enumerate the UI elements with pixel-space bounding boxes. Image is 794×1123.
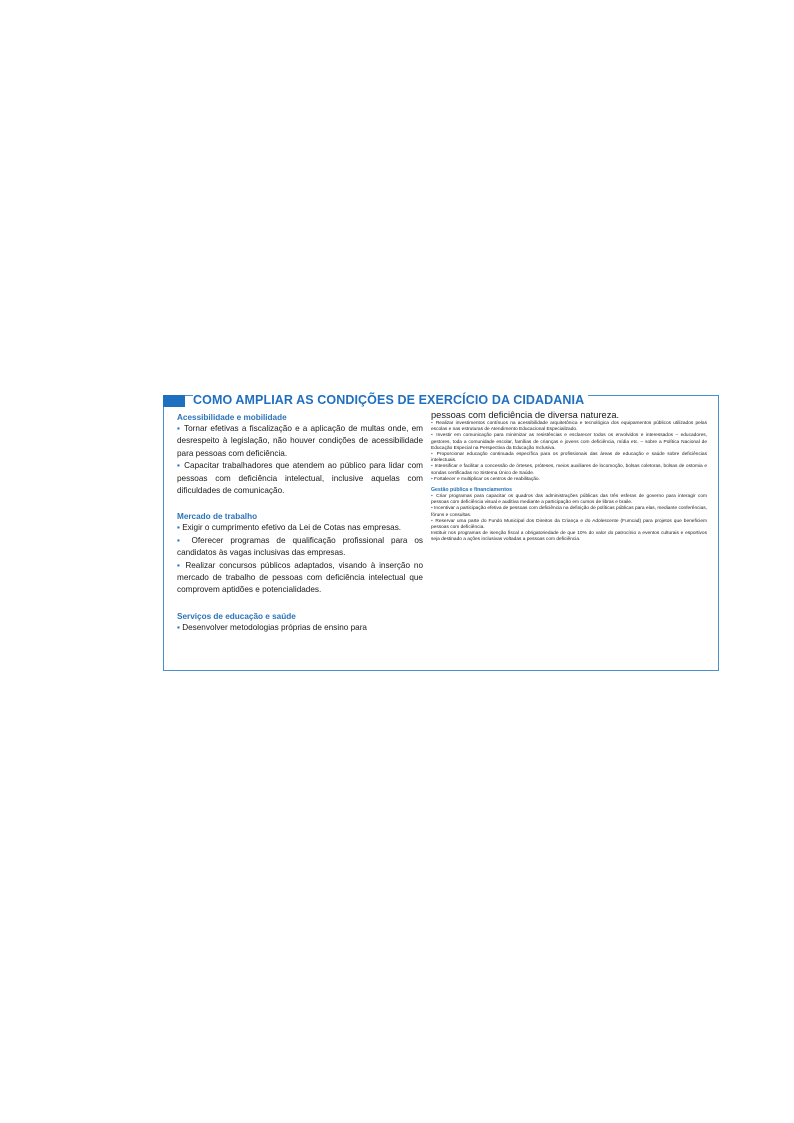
bullet-icon: ▪ [177, 424, 185, 433]
bullet-icon: ▪ [431, 506, 435, 512]
bullet-icon: ▪ [431, 494, 437, 500]
list-item: ▪ Criar programas para capacitar os quadros das administrações públicas das três esferas de governo para interagir com pessoas com deficiência visual e auditiva mediante a participação em cursos de libras e braile. [431, 494, 707, 506]
right-column [431, 410, 707, 544]
bullet-icon: ▪ [431, 421, 436, 426]
list-item: ▪ Intensificar e facilitar a concessão de órteses, próteses, meios auxiliares de locomoção, bolsas coletoras, bolsas de ostomia e sondas certificadas no Sistema Único de Saúde. [431, 464, 707, 476]
bullet-icon: ▪ [177, 523, 183, 533]
paragraph: Instituir nos programas de isenção fiscal a obrigatoriedade de que 10% do valor do patrocínio a eventos culturais e esportivos seja destinado a ações inclusivas voltadas a pessoas com deficiência. [431, 531, 707, 543]
list-item: ▪ Proporcionar educação continuada específica para os profissionais das áreas de educação e saúde sobre deficiências intelectuais. [431, 452, 707, 464]
list-item: ▪ Desenvolver metodologias próprias de ensino para [177, 622, 367, 632]
box-title: COMO AMPLIAR AS CONDIÇÕES DE EXERCÍCIO DA CIDADANIA [193, 393, 588, 407]
section-heading-public-management: Gestão pública e financiamentos [431, 487, 513, 494]
bullet-icon: ▪ [431, 464, 435, 470]
bullet-icon: ▪ [177, 622, 183, 632]
bullet-icon: ▪ [431, 518, 436, 524]
box-header [163, 395, 719, 409]
bullet-icon: ▪ [177, 560, 186, 570]
list-item: ▪ Reservar uma parte do Fundo Municipal dos Direitos da Criança e do Adolescente (Fumcad) para projetos que beneficiem pessoas com deficiência. [431, 518, 707, 531]
continued-text: pessoas com deficiência de diversa natureza. [431, 410, 620, 420]
list-item: ▪ Tornar efetivas a fiscalização e a aplicação de multas onde, em desrespeito à legislação, não houver condições de acessibilidade para pessoas com deficiência. [177, 424, 423, 458]
bullet-icon: ▪ [431, 476, 435, 482]
header-accent-block [163, 395, 185, 407]
list-item: ▪ Investir em comunicação para minimizar as resistências e esclarecer todos os envolvidos e interessados – educadores, gestores, toda a comunidade escolar, famílias de crianças e jovens com deficiência, mídia etc. – sobre a Política Nacional de Educação Especial na Perspectiva da Educação Inclusiva. [431, 433, 707, 451]
bullet-icon: ▪ [431, 452, 437, 458]
list-item: ▪ Exigir o cumprimento efetivo da Lei de Cotas nas empresas. [177, 523, 402, 533]
section-heading-education-health: Serviços de educação e saúde [177, 611, 296, 621]
list-item: ▪ Fortalecer e multiplicar os centros de reabilitação. [431, 476, 540, 482]
list-item: ▪ Oferecer programas de qualificação profissional para os candidatos às vagas inclusivas das empresas. [177, 535, 423, 558]
bullet-icon: ▪ [431, 433, 437, 439]
list-item: ▪ Realizar concursos públicos adaptados, visando à inserção no mercado de trabalho de pessoas com deficiência intelectual que comprovem aptidões e potencialidades. [177, 560, 423, 595]
list-item: ▪ Capacitar trabalhadores que atendem ao público para lidar com pessoas com deficiência intelectual, inclusive aquelas com dificuldades de comunicação. [177, 461, 423, 496]
left-column [177, 412, 423, 634]
list-item: ▪ Incentivar a participação efetiva de pessoas com deficiência na definição de políticas públicas para elas, mediante conferências, fóruns e consultas. [431, 506, 707, 518]
section-heading-accessibility: Acessibilidade e mobilidade [177, 413, 287, 422]
list-item: ▪ Realizar investimentos contínuos na acessibilidade arquitetônica e tecnológica dos equipamentos públicos utilizados pelas escolas e nas estruturas de Atendimento Educacional Especializado. [431, 421, 707, 433]
bullet-icon: ▪ [177, 535, 192, 545]
bullet-icon: ▪ [177, 461, 185, 471]
section-heading-labor-market: Mercado de trabalho [177, 512, 258, 522]
